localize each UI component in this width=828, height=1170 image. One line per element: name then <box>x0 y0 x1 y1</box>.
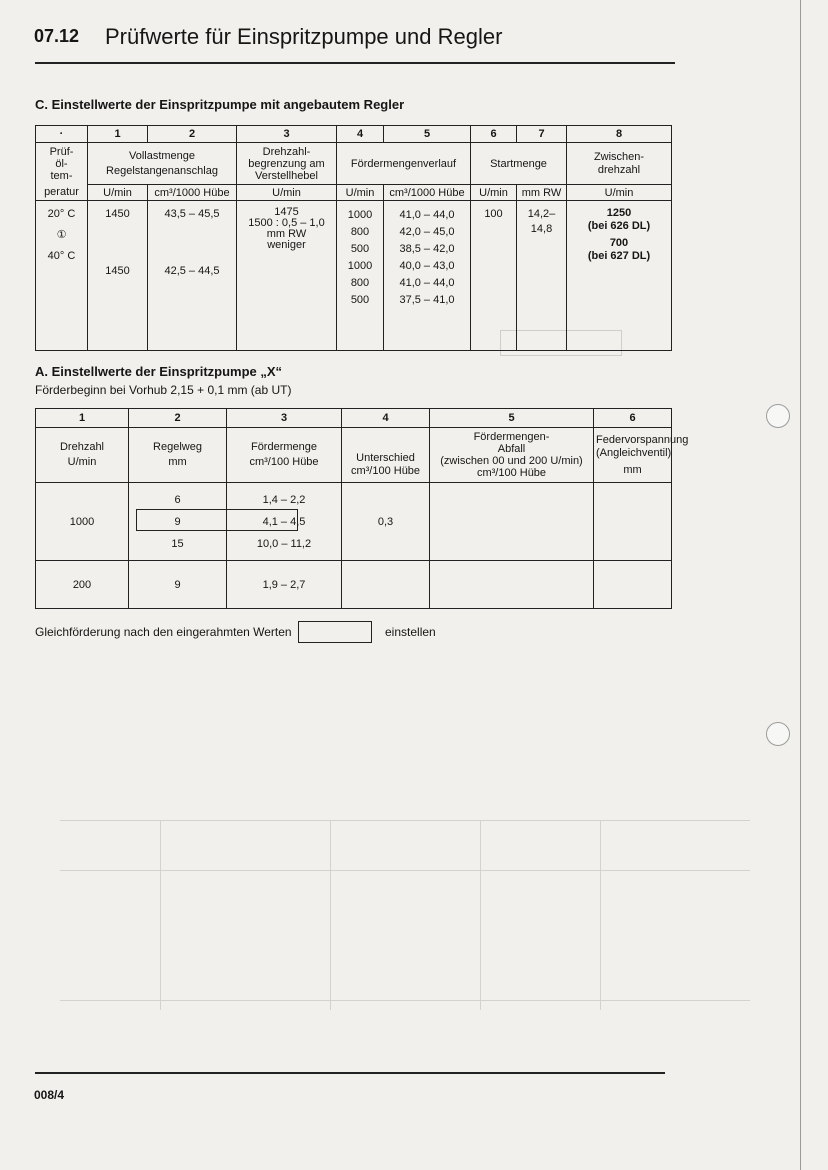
header-row <box>36 143 672 185</box>
col-number: 8 <box>567 126 672 143</box>
col-number: 3 <box>237 126 337 143</box>
unit-cell: U/min <box>567 185 672 201</box>
feder-value <box>594 483 672 561</box>
menge-200: 1,9 – 2,7 <box>227 561 342 609</box>
unterschied-value: 0,3 <box>342 483 430 561</box>
legend-frame-box <box>298 621 372 643</box>
col-number: 4 <box>337 126 384 143</box>
col-number: 6 <box>471 126 517 143</box>
voll-umin-column: 1450 1450 <box>88 201 148 351</box>
regelweg-200: 9 <box>129 561 227 609</box>
units-row <box>36 185 672 201</box>
section-c-title: C. Einstellwerte der Einspritzpumpe mit angebautem Regler <box>35 97 405 112</box>
drehzahl-header: Drehzahl U/min <box>36 428 129 483</box>
foerder-menge-column: 41,0 – 44,0 42,0 – 45,0 38,5 – 42,0 40,0 – 43,0 41,0 – 44,0 37,5 – 41,0 <box>384 201 471 351</box>
menge-cell-group: 1,4 – 2,2 4,1 – 4,5 10,0 – 11,2 <box>227 483 342 561</box>
drehzahlbegrenzung-header: Drehzahl- begrenzung am Verstellhebel <box>237 143 337 185</box>
unterschied-header: Unterschied cm³/100 Hübe <box>342 428 430 483</box>
col-number: 1 <box>88 126 148 143</box>
drehzahl-200: 200 <box>36 561 129 609</box>
startmenge-header: Startmenge <box>471 143 567 185</box>
group-200-row <box>36 561 672 609</box>
unterschied-200 <box>342 561 430 609</box>
foerdermengenverlauf-header: Fördermengenverlauf <box>337 143 471 185</box>
abfall-200 <box>430 561 594 609</box>
unit-cell: cm³/1000 Hübe <box>148 185 237 201</box>
col-number: 7 <box>517 126 567 143</box>
abfall-header: Fördermengen- Abfall (zwischen 00 und 200 U/min) cm³/100 Hübe <box>430 428 594 483</box>
regelweg-header: Regelweg mm <box>129 428 227 483</box>
zwischendrehzahl-header: Zwischen- drehzahl <box>567 143 672 185</box>
footnote-symbol: ① <box>56 229 67 241</box>
unit-cell: U/min <box>88 185 148 201</box>
col-number: 5 <box>430 409 594 428</box>
vollastmenge-header: Vollastmenge Regelstangenanschlag <box>88 143 237 185</box>
binder-hole-upper <box>766 404 790 428</box>
col-number: 4 <box>342 409 430 428</box>
section-a-title: A. Einstellwerte der Einspritzpumpe „X“ <box>35 364 283 379</box>
pruefoel-header: Prüf- öl- tem- <box>36 143 88 185</box>
footer-rule <box>35 1072 665 1074</box>
unit-cell: mm RW <box>517 185 567 201</box>
col-number: 3 <box>227 409 342 428</box>
drehzahl-column: 1475 1500 : 0,5 – 1,0 mm RW weniger <box>237 201 337 351</box>
federvorspannung-header: Federvorspannung (Angleichventil) mm <box>594 428 672 483</box>
unit-cell: U/min <box>471 185 517 201</box>
data-body-row <box>36 201 672 351</box>
pruefoel-header-last: peratur <box>36 185 88 201</box>
header-rule <box>35 62 675 64</box>
zwischen-column: 1250 (bei 626 DL) 700 (bei 627 DL) <box>567 201 672 351</box>
col-number: · <box>36 126 88 143</box>
col-number: 2 <box>129 409 227 428</box>
unit-cell: cm³/1000 Hübe <box>384 185 471 201</box>
section-c-table <box>35 125 672 351</box>
start-rw-column: 14,2–14,8 <box>517 201 567 351</box>
footer-note-after: einstellen <box>385 625 436 639</box>
col-number: 1 <box>36 409 129 428</box>
chapter-title: Prüfwerte für Einspritzpumpe und Regler <box>105 24 503 49</box>
highlight-frame <box>136 509 298 531</box>
start-umin-column: 100 <box>471 201 517 351</box>
page-number: 008/4 <box>34 1088 65 1102</box>
col-number: 6 <box>594 409 672 428</box>
unit-cell: U/min <box>337 185 384 201</box>
temperature-column: 20° C ① 40° C <box>36 201 88 351</box>
chapter-number: 07.12 <box>34 26 80 46</box>
col-number: 5 <box>384 126 471 143</box>
abfall-value <box>430 483 594 561</box>
section-a-subtitle: Förderbeginn bei Vorhub 2,15 + 0,1 mm (ab UT) <box>35 383 292 397</box>
binder-hole-lower <box>766 722 790 746</box>
a-header-row <box>36 428 672 483</box>
a-column-number-row <box>36 409 672 428</box>
page-edge-line <box>800 0 801 1170</box>
footer-note-text: Gleichförderung nach den eingerahmten Werten <box>35 625 292 639</box>
feder-200 <box>594 561 672 609</box>
voll-menge-column: 43,5 – 45,5 42,5 – 44,5 <box>148 201 237 351</box>
group-1000-row <box>36 483 672 561</box>
foerder-umin-column: 1000 800 500 1000 800 500 <box>337 201 384 351</box>
unit-cell: U/min <box>237 185 337 201</box>
col-number: 2 <box>148 126 237 143</box>
regelweg-cell-group: 6 9 15 <box>129 483 227 561</box>
drehzahl-1000: 1000 <box>36 483 129 561</box>
foerdermenge-header: Fördermenge cm³/100 Hübe <box>227 428 342 483</box>
column-number-row <box>36 126 672 143</box>
section-a-table <box>35 408 689 609</box>
